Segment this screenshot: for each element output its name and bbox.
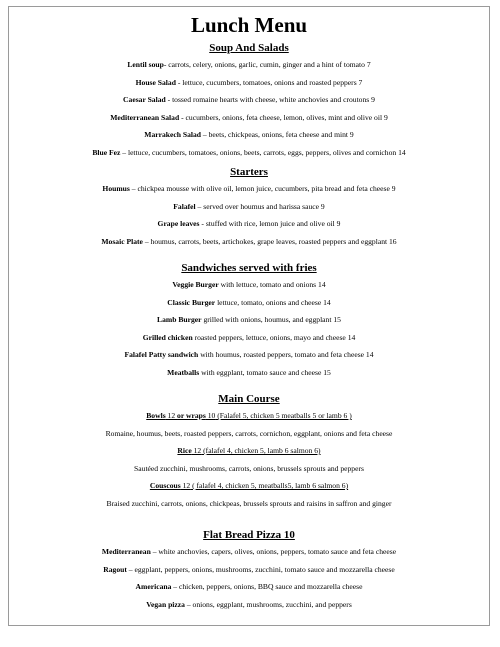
item-description: beets, chickpeas, onions, feta cheese and mint 9 [208, 130, 354, 139]
item-name: Caesar Salad [123, 95, 166, 104]
item-name: Meatballs [167, 367, 200, 377]
soups-item [9, 130, 489, 140]
item-description: houmus, carrots, beets, artichokes, grape leaves, roasted peppers and eggplant 16 [150, 236, 397, 246]
main-bowls-line [9, 411, 489, 421]
item-name: Marrakech Salad [144, 130, 202, 139]
item-description: with lettuce, tomato and onions 14 [220, 280, 326, 289]
soups-item [9, 148, 489, 158]
item-name: Americana [135, 582, 172, 591]
main-bowls-price: 10 [205, 411, 216, 420]
item-description: chickpea mousse with olive oil, lemon juice, cucumbers, pita bread and feta cheese 9 [137, 184, 396, 193]
item-name: Blue Fez [92, 147, 121, 157]
item-description: with eggplant, tomato sauce and cheese 15 [201, 367, 331, 377]
sandwiches-item [9, 315, 489, 325]
starters-item [9, 184, 489, 194]
soups-item [9, 113, 489, 123]
starters-item [9, 237, 489, 247]
main-bowls-desc: Romaine, houmus, beets, roasted peppers, carrots, cornichon, eggplant, onions and feta cheese [105, 428, 393, 438]
item-name: Classic Burger [167, 297, 216, 307]
pizza-item [9, 565, 489, 575]
section-sandwiches: Sandwiches served with fries [181, 262, 317, 274]
item-name: Grape leaves [157, 219, 200, 228]
item-description: grilled with onions, houmus, and eggplant 15 [203, 315, 341, 324]
main-bowls-or: or wraps [177, 411, 206, 420]
item-name: Mediterranean Salad [110, 112, 180, 122]
item-name: Veggie Burger [172, 280, 219, 289]
main-rice-name: Rice [177, 446, 192, 455]
soups-list [9, 60, 489, 158]
sandwiches-list [9, 280, 489, 378]
soups-item [9, 78, 489, 88]
pizza-item [9, 547, 489, 557]
item-name: Mediterranean [101, 547, 151, 556]
item-separator: – [126, 564, 135, 574]
pizza-item [9, 582, 489, 592]
item-separator: – [184, 599, 193, 609]
item-name: Mosaic Plate [101, 236, 143, 246]
item-name: Lentil soup [127, 60, 164, 69]
item-description: served over houmus and harissa sauce 9 [203, 201, 325, 211]
soups-item [9, 60, 489, 70]
item-description: stuffed with rice, lemon juice and olive oil 9 [205, 219, 341, 228]
section-main-course: Main Course [218, 393, 280, 405]
main-bowls-mid: 12 [165, 411, 178, 420]
item-description: roasted peppers, lettuce, onions, mayo and cheese 14 [194, 332, 356, 342]
item-description: chicken, peppers, onions, BBQ sauce and mozzarella cheese [179, 582, 363, 591]
item-separator: – [142, 236, 151, 246]
item-description: lettuce, cucumbers, tomatoes, onions and roasted peppers 7 [182, 77, 363, 87]
section-soup-and-salads: Soup And Salads [209, 42, 289, 54]
item-separator: – [120, 147, 128, 157]
item-description: lettuce, tomato, onions and cheese 14 [217, 297, 331, 307]
sandwiches-item [9, 298, 489, 308]
starters-item [9, 202, 489, 212]
item-separator: – [195, 201, 204, 211]
item-separator: - [163, 60, 169, 69]
starters-item [9, 219, 489, 229]
main-couscous-price: 12 [180, 481, 191, 490]
item-description: cucumbers, onions, feta cheese, lemon, olives, mint and olive oil 9 [185, 112, 388, 122]
item-description: lettuce, cucumbers, tomatoes, onions, beets, carrots, eggs, peppers, olives and cornichon 14 [127, 147, 406, 157]
item-separator: – [171, 582, 179, 591]
item-separator: – [150, 547, 159, 556]
menu-page [8, 6, 490, 626]
item-separator: – [129, 184, 138, 193]
item-description: onions, eggplant, mushrooms, zucchini, and peppers [192, 599, 352, 609]
item-description: white anchovies, capers, olives, onions, peppers, tomato sauce and feta cheese [158, 547, 397, 556]
item-separator: - [199, 219, 206, 228]
item-description: eggplant, peppers, onions, mushrooms, zucchini, tomato sauce and mozzarella cheese [134, 564, 395, 574]
main-rice-price: 12 [191, 446, 202, 455]
main-couscous-line [9, 481, 489, 491]
sandwiches-item [9, 280, 489, 290]
item-name: Ragout [103, 564, 127, 574]
item-description: tossed romaine hearts with cheese, white anchovies and croutons 9 [172, 95, 375, 104]
item-name: Falafel [173, 201, 196, 211]
item-name: Lamb Burger [157, 315, 202, 324]
main-rice-options: (falafel 4, chicken 5, lamb 6 salmon 6) [201, 446, 321, 455]
item-name: Vegan pizza [146, 599, 185, 609]
item-separator: – [201, 130, 209, 139]
item-name: Houmus [102, 184, 130, 193]
menu-title: Lunch Menu [190, 13, 308, 37]
section-flat-bread-pizza: Flat Bread Pizza 10 [203, 529, 295, 541]
item-description: with houmus, roasted peppers, tomato and feta cheese 14 [200, 350, 374, 359]
pizza-item [9, 600, 489, 610]
main-bowls-options: (Falafel 5, chicken 5 meatballs 5 or lamb 6 ) [215, 411, 352, 420]
item-separator: - [179, 112, 186, 122]
item-name: Grilled chicken [142, 332, 193, 342]
item-name: Falafel Patty sandwich [124, 350, 199, 359]
item-description: carrots, celery, onions, garlic, cumin, ginger and a hint of tomato 7 [168, 60, 371, 69]
item-name: House Salad [135, 77, 176, 87]
item-separator: - [165, 95, 173, 104]
main-bowls-name: Bowls [146, 411, 166, 420]
main-rice-desc: Sautéed zucchini, mushrooms, carrots, onions, brussels sprouts and peppers [134, 463, 364, 473]
sandwiches-item [9, 368, 489, 378]
starters-list [9, 184, 489, 247]
main-couscous-name: Couscous [149, 481, 181, 490]
section-starters: Starters [230, 166, 268, 178]
main-rice-line [9, 446, 489, 456]
pizza-list [9, 547, 489, 610]
sandwiches-item [9, 333, 489, 343]
sandwiches-item [9, 350, 489, 360]
item-separator: - [175, 77, 183, 87]
soups-item [9, 95, 489, 105]
main-couscous-desc: Braised zucchini, carrots, onions, chickpeas, brussels sprouts and raisins in saffron and ginger [106, 498, 392, 508]
main-couscous-options: ( falafel 4, chicken 5, meatballs5, lamb 6 salmon 6) [190, 481, 349, 490]
